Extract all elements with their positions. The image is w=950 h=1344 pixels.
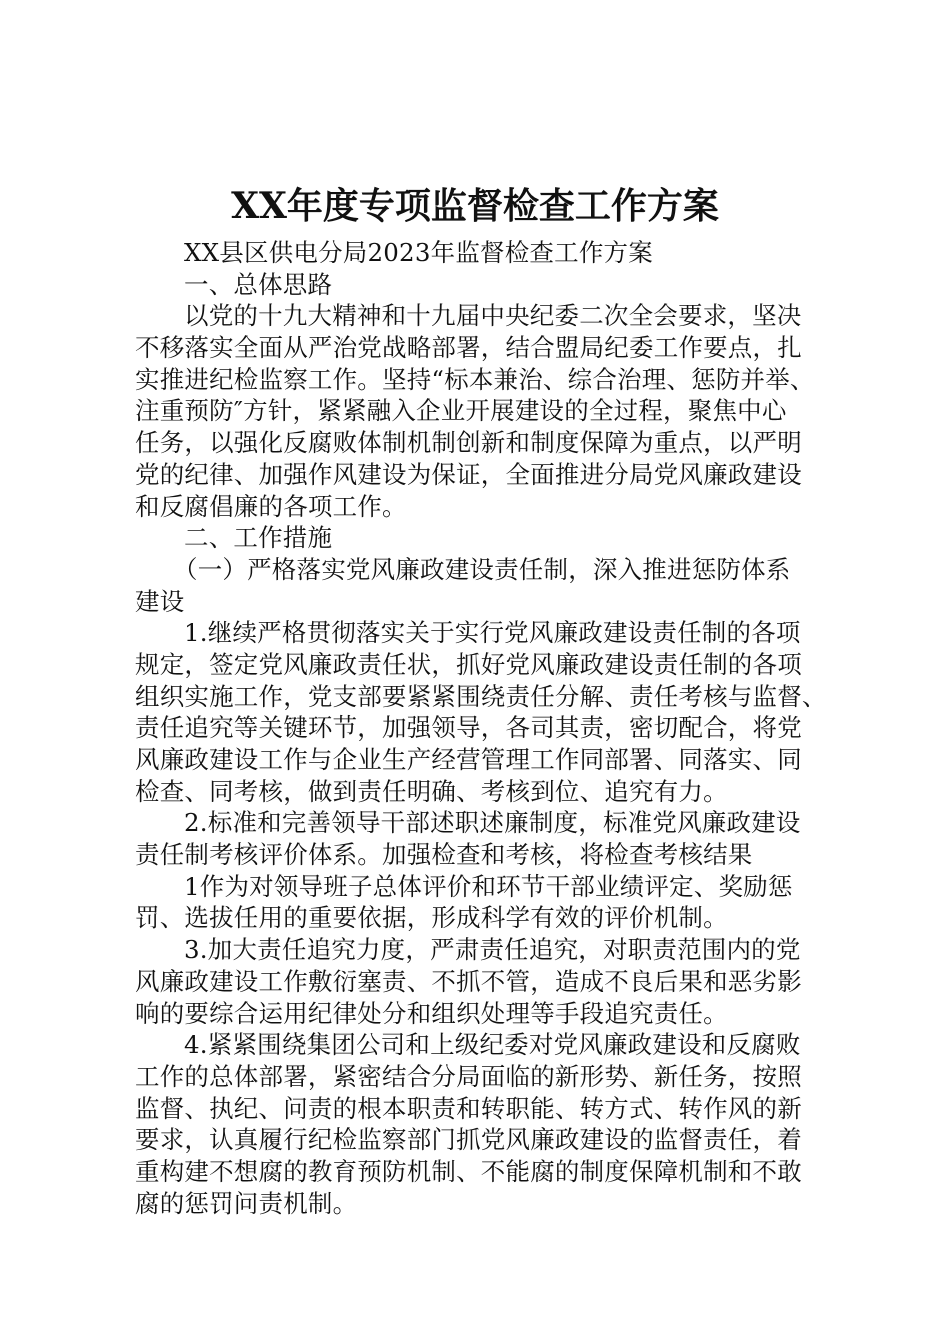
paragraph-line: 责任制考核评价体系。加强检查和考核，将检查考核结果 [135,840,753,870]
paragraph-line: 组织实施工作，党支部要紧紧围绕责任分解、责任考核与监督、 [135,681,827,711]
paragraph-line: 风廉政建设工作敷衍塞责、不抓不管，造成不良后果和恶劣影 [135,966,802,996]
document-title: XX年度专项监督检查工作方案 [231,185,719,227]
paragraph-line: 监督、执纪、问责的根本职责和转职能、转方式、转作风的新 [135,1093,802,1123]
paragraph-line: 罚、选拔任用的重要依据，形成科学有效的评价机制。 [135,903,728,933]
paragraph-line: 4.紧紧围绕集团公司和上级纪委对党风廉政建设和反腐败 [184,1030,801,1060]
document-body [135,237,835,1219]
paragraph-line: 1作为对领导班子总体评价和环节干部业绩评定、奖励惩 [184,871,793,901]
paragraph-line: 响的要综合运用纪律处分和组织处理等手段追究责任。 [135,998,728,1028]
paragraph-line: 和反腐倡廉的各项工作。 [135,491,407,521]
subtitle-line: XX县区供电分局2023年监督检查工作方案 [184,238,653,267]
paragraph-line: 要求，认真履行纪检监察部门抓党风廉政建设的监督责任，着 [135,1125,802,1155]
paragraph-line: 腐的惩罚问责机制。 [135,1188,358,1218]
subsection-heading: （一）严格落实党风廉政建设责任制，深入推进惩防体系 [173,554,791,584]
paragraph-line: 2.标准和完善领导干部述职述廉制度，标准党风廉政建设 [184,808,801,838]
paragraph-line: 风廉政建设工作与企业生产经营管理工作同部署、同落实、同 [135,745,802,774]
section-heading: 一、总体思路 [184,269,333,299]
paragraph-line: 以党的十九大精神和十九届中央纪委二次全会要求，坚决 [184,301,802,331]
paragraph-line: 不移落实全面从严治党战略部署，结合盟局纪委工作要点，扎 [135,333,802,363]
paragraph-line: 重构建不想腐的教育预防机制、不能腐的制度保障机制和不敢 [135,1156,802,1186]
paragraph-line: 检查、同考核，做到责任明确、考核到位、追究有力。 [135,776,728,806]
paragraph-line: 责任追究等关键环节，加强领导，各司其责，密切配合，将党 [135,713,802,743]
paragraph-line: 实推进纪检监察工作。坚持“标本兼治、综合治理、惩防并举、 [135,364,815,394]
paragraph-line: 注重预防″方针，紧紧融入企业开展建设的全过程，聚焦中心 [135,396,787,426]
paragraph-line: 1.继续严格贯彻落实关于实行党风廉政建设责任制的各项 [184,618,801,648]
paragraph-line: 工作的总体部署，紧密结合分局面临的新形势、新任务，按照 [135,1061,802,1091]
paragraph-line: 任务，以强化反腐败体制机制创新和制度保障为重点，以严明 [135,428,802,458]
subsection-heading: 建设 [135,586,185,616]
section-heading: 二、工作措施 [184,523,333,553]
paragraph-line: 3.加大责任追究力度，严肃责任追究，对职责范围内的党 [184,935,801,965]
paragraph-line: 党的纪律、加强作风建设为保证，全面推进分局党风廉政建设 [135,459,802,489]
paragraph-line: 规定，签定党风廉政责任状，抓好党风廉政建设责任制的各项 [135,649,802,679]
